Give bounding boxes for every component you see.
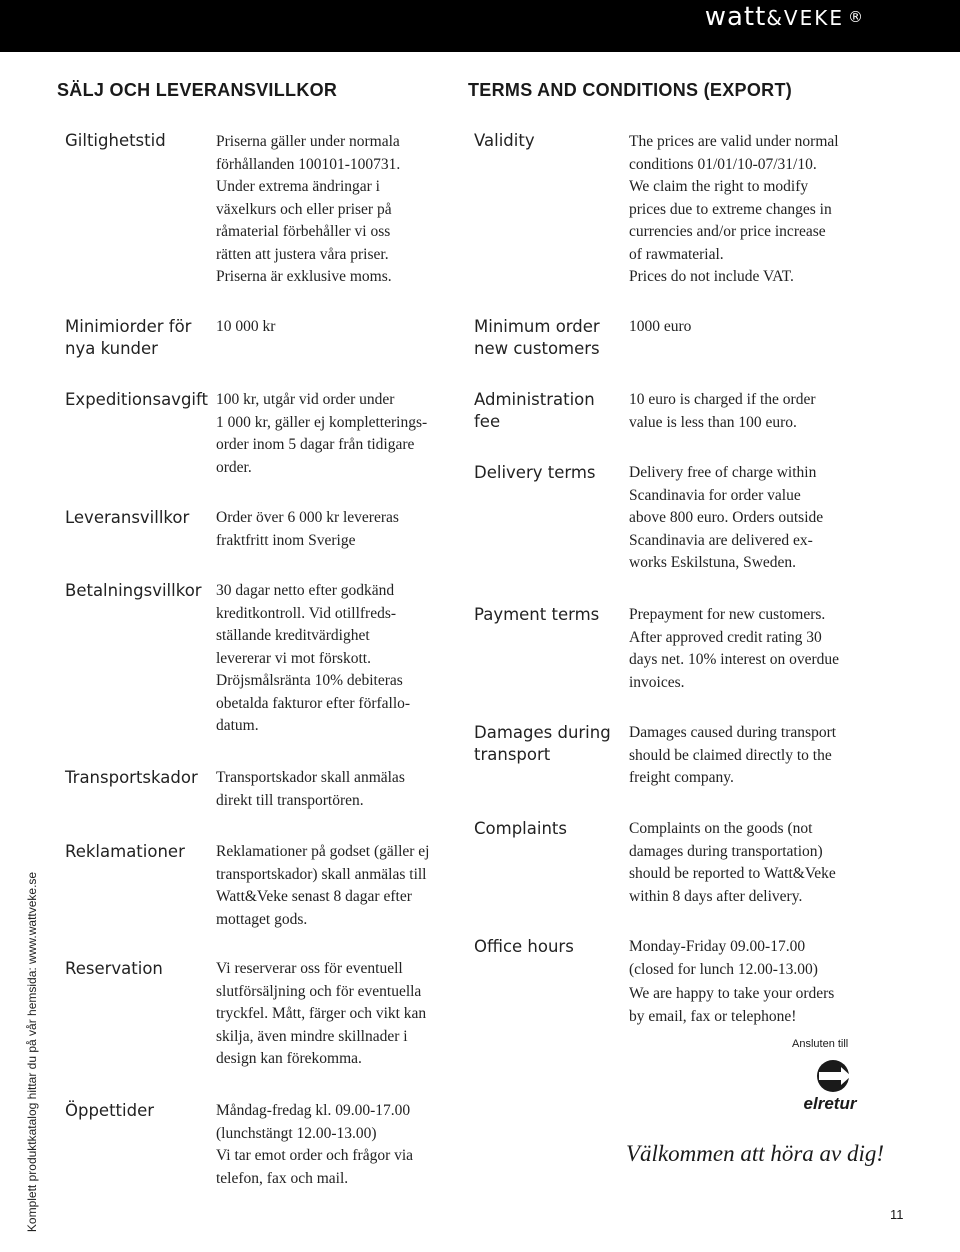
sv-label-reservation: Reservation (65, 959, 163, 978)
en-label-minimum-order: Minimum order new customers (474, 317, 600, 358)
partner-label: Ansluten till (792, 1038, 849, 1050)
sv-text-giltighetstid: Priserna gäller under normala förhållanden 100101-100731. Under extrema ändringar i växelkurs och eller priser på råmaterial förbehåller vi oss rätten att justera våra priser. Priserna är exklusive moms. (216, 133, 401, 285)
sv-label-leveransvillkor: Leveransvillkor (65, 508, 190, 527)
en-text-complaints: Complaints on the goods (not damages during transportation) should be reported to Watt&Veke within 8 days after delivery. (629, 820, 836, 905)
sv-section-title: SÄLJ OCH LEVERANSVILLKOR (57, 80, 338, 100)
en-label-office-hours: Office hours (474, 937, 574, 956)
sv-label-transportskador: Transportskador (65, 768, 198, 787)
elretur-logo-text: elretur (803, 1094, 857, 1113)
sv-label-betalningsvillkor: Betalningsvillkor (65, 581, 202, 600)
brand-amp: &VEKE (766, 6, 844, 30)
sv-label-reklamationer: Reklamationer (65, 842, 185, 861)
page-number: 11 (890, 1207, 904, 1222)
sv-label-giltighetstid: Giltighetstid (65, 131, 166, 150)
en-text-damages: Damages caused during transport should be claimed directly to the freight company. (629, 724, 837, 786)
sv-text-reklamationer: Reklamationer på godset (gäller ej transportskador) skall anmälas till Watt&Veke senast 8 dagar efter mottaget gods. (216, 843, 430, 928)
en-text-validity: The prices are valid under normal conditions 01/01/10-07/31/10. We claim the right to modify prices due to extreme changes in currencies and/or price increase of rawmaterial. Prices do not include VAT. (629, 133, 839, 285)
sv-text-oppettider: Måndag-fredag kl. 09.00-17.00 (lunchstängt 12.00-13.00) Vi tar emot order och frågor via telefon, fax och mail. (216, 1102, 414, 1187)
brand-logo (705, 4, 864, 31)
sv-text-transportskador: Transportskador skall anmälas direkt till transportören. (216, 769, 405, 809)
elretur-logo (797, 1058, 863, 1114)
brand-name: watt (704, 2, 767, 32)
side-website-text: Komplett produktkatalog hittar du på vår hemsida: www.wattveke.se (25, 871, 39, 1233)
sv-label-minimiorder: Minimiorder för nya kunder (65, 317, 192, 358)
welcome-text: Välkommen att höra av dig! (626, 1141, 885, 1166)
en-label-damages: Damages during transport (474, 723, 611, 764)
sv-label-oppettider: Öppettider (65, 1101, 155, 1120)
sv-text-leveransvillkor: Order över 6 000 kr levereras fraktfritt inom Sverige (216, 509, 399, 549)
en-text-minimum-order: 1000 euro (629, 318, 692, 335)
sv-text-minimiorder: 10 000 kr (216, 318, 276, 335)
sv-text-expeditionsavgift: 100 kr, utgår vid order under 1 000 kr, gäller ej kompletterings- order inom 5 dagar från tidigare order. (216, 391, 428, 476)
en-label-administration-fee: Administration fee (474, 390, 595, 431)
sv-label-expeditionsavgift: Expeditionsavgift (65, 390, 208, 409)
sv-text-betalningsvillkor: 30 dagar netto efter godkänd kreditkontroll. Vid otillfreds- ställande kreditvärdighet levererar vi mot förskott. Dröjsmålsränta 10% debiteras obetalda fakturor efter förfallo- datum. (216, 582, 411, 734)
en-text-payment-terms: Prepayment for new customers. After approved credit rating 30 days net. 10% interest on overdue invoices. (629, 606, 840, 691)
en-label-delivery-terms: Delivery terms (474, 463, 596, 482)
en-text-administration-fee: 10 euro is charged if the order value is less than 100 euro. (629, 391, 816, 431)
en-label-payment-terms: Payment terms (474, 605, 600, 624)
en-label-complaints: Complaints (474, 819, 567, 838)
en-section-title: TERMS AND CONDITIONS (EXPORT) (468, 80, 793, 100)
en-text-delivery-terms: Delivery free of charge within Scandinavia for order value above 800 euro. Orders outside Scandinavia are delivered ex- works Eskilstuna, Sweden. (629, 464, 824, 571)
en-label-validity: Validity (474, 131, 535, 150)
brand-reg: ® (848, 8, 864, 26)
en-text-office-hours: Monday-Friday 09.00-17.00 (closed for lunch 12.00-13.00) We are happy to take your orders by email, fax or telephone! (629, 938, 835, 1025)
sv-text-reservation: Vi reserverar oss för eventuell slutförsäljning och för eventuella tryckfel. Mått, färger och vikt kan skilja, även mindre skillnader i design kan förekomma. (216, 960, 427, 1067)
header-bar (0, 0, 960, 52)
